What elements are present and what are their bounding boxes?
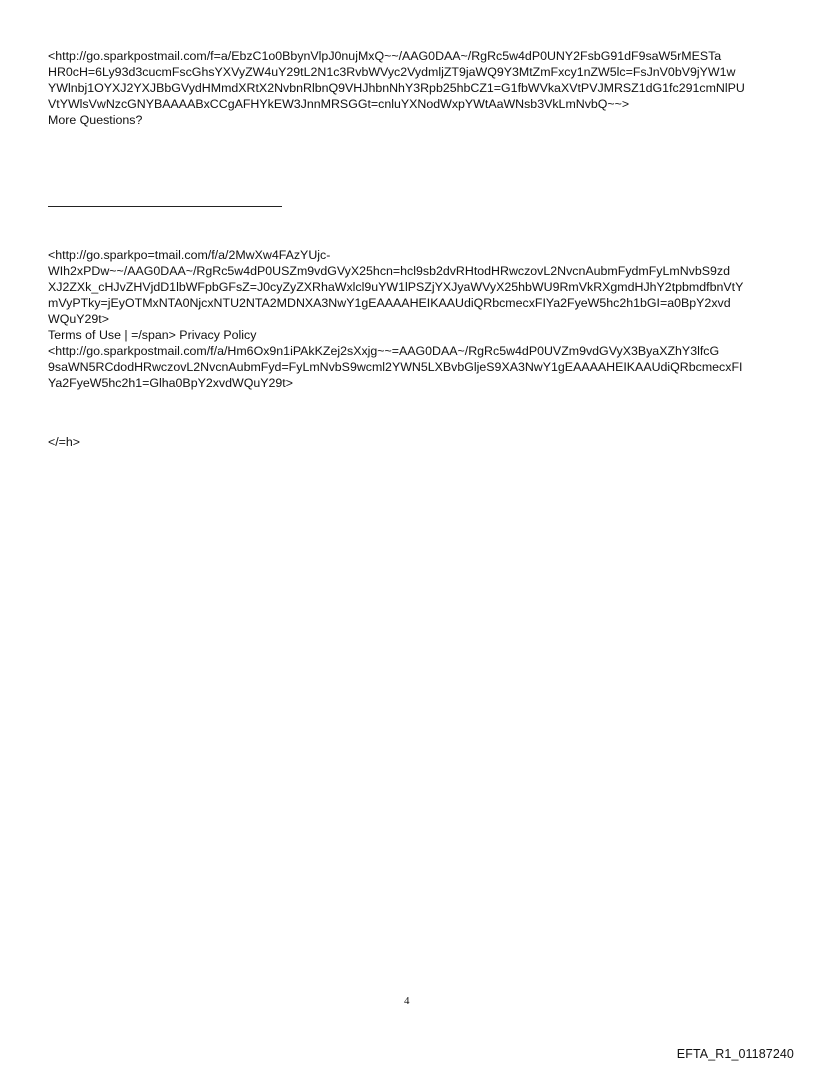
closing-tag-text: </=h>: [48, 435, 81, 449]
url-line: HR0cH=6Ly93d3cucmFscGhsYXVyZW4uY29tL2N1c3RvbWVyc2VydmljZT9jaWQ9Y3MtZmFxcy1nZW5lc=FsJnV0bV9jYW1w: [48, 65, 736, 79]
divider-rule: [48, 206, 282, 207]
url-line: <http://go.sparkpostmail.com/f/a/Hm6Ox9n1iPAkKZej2sXxjg~~=AAG0DAA~/RgRc5w4dP0UVZm9vdGVyX3ByaXZhY3lfcG: [48, 344, 720, 358]
page-number: 4: [404, 995, 410, 1007]
url-line: mVyPTky=jEyOTMxNTA0NjcxNTU2NTA2MDNXA3NwY1gEAAAAHEIKAAUdiQRbcmecxFIYa2FyeW5hc2h1bGI=a0BpY2xvd: [48, 296, 731, 310]
url-line: Ya2FyeW5hc2h1=Glha0BpY2xvdWQuY29t>: [48, 376, 293, 390]
more-questions-text: More Questions?: [48, 113, 143, 127]
url-line: VtYWlsVwNzcGNYBAAAABxCCgAFHYkEW3JnnMRSGGt=cnluYXNodWxpYWtAaWNsb3VkLmNvbQ~~>: [48, 97, 630, 111]
url-line: 9saWN5RCdodHRwczovL2NvcnAubmFyd=FyLmNvbS9wcml2YWN5LXBvbGljeS9XA3NwY1gEAAAAHEIKAAUdiQRbcmecxFI: [48, 360, 743, 374]
url-line: <http://go.sparkpo=tmail.com/f/a/2MwXw4FAzYUjc-: [48, 248, 331, 262]
url-line: XJ2ZXk_cHJvZHVjdD1lbWFpbGFsZ=J0cyZyZXRhaWxlcl9uYW1lPSZjYXJyaWVyX25hbWU9RmVkRXgmdHJhY2tpbmdfbnVtY: [48, 280, 744, 294]
terms-privacy-text: Terms of Use | =/span> Privacy Policy: [48, 328, 257, 342]
url-line: WIh2xPDw~~/AAG0DAA~/RgRc5w4dP0USZm9vdGVyX25hcn=hcl9sb2dvRHtodHRwczovL2NvcnAubmFydmFyLmNvbS9zd: [48, 264, 730, 278]
url-line: <http://go.sparkpostmail.com/f=a/EbzC1o0BbynVlpJ0nujMxQ~~/AAG0DAA~/RgRc5w4dP0UNY2FsbG91dF9saW5rMESTa: [48, 49, 722, 63]
url-line: WQuY29t>: [48, 312, 109, 326]
document-id: EFTA_R1_01187240: [676, 1047, 794, 1061]
url-line: YWlnbj1OYXJ2YXJBbGVydHMmdXRtX2NvbnRlbnQ9VHJhbnNhY3Rpb25hbCZ1=G1fbWVkaXVtPVJMRSZ1dG1fc291cmNlPU: [48, 81, 745, 95]
